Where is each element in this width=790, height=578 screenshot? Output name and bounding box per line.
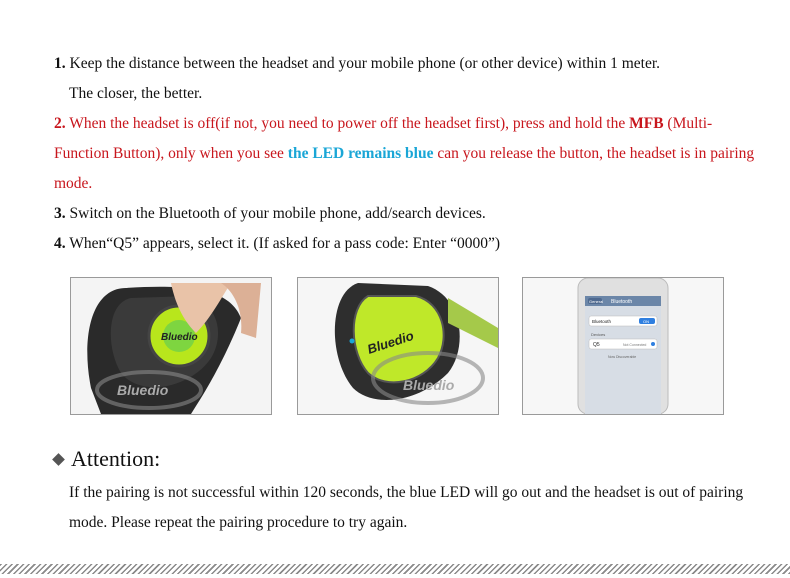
- back-button-label: General: [589, 299, 604, 304]
- footer-stripe: [0, 564, 790, 574]
- step-text: When the headset is off(if not, you need to power off the headset first), press and hold the: [69, 115, 630, 132]
- brand-label: Bluedio: [161, 332, 198, 343]
- bluetooth-toggle: ON: [643, 319, 649, 324]
- illustration-row: [70, 277, 724, 415]
- step-number: 2.: [54, 115, 66, 132]
- step-text: Keep the distance between the headset and your mobile phone (or other device) within 1 meter.: [69, 55, 661, 72]
- device-name: Q5: [593, 342, 600, 348]
- pairing-steps: [54, 49, 764, 259]
- step-text-continued: The closer, the better.: [69, 85, 203, 102]
- watermark-brand: Bluedio: [117, 382, 169, 398]
- photo-phone-bluetooth: [522, 277, 724, 415]
- photo-led-blue: [297, 277, 499, 415]
- brand-label: Bluedio: [365, 327, 416, 357]
- devices-header: Devices: [591, 332, 606, 337]
- step-4: [54, 229, 764, 259]
- attention-title: Attention:: [71, 446, 161, 471]
- led-highlight: the LED remains blue: [287, 145, 434, 162]
- step-2: [54, 109, 764, 199]
- watermark-brand: Bluedio: [403, 377, 455, 393]
- step-3: [54, 199, 764, 229]
- bluetooth-row-label: Bluetooth: [592, 319, 612, 324]
- step-text: can you release the button, the headset is in pairing mode.: [54, 145, 755, 192]
- discoverable-text: Now Discoverable: [608, 355, 637, 359]
- step-text: When“Q5” appears, select it. (If asked for a pass code: Enter “0000”): [69, 235, 501, 252]
- attention-heading: [50, 446, 160, 472]
- screen-title: Bluetooth: [611, 299, 633, 305]
- device-status: Not Connected: [623, 343, 647, 347]
- step-number: 1.: [54, 55, 66, 72]
- step-number: 3.: [54, 205, 66, 222]
- step-1: [54, 49, 764, 109]
- step-text: (Multi-Function Button), only when you see: [54, 115, 713, 162]
- step-text: Switch on the Bluetooth of your mobile phone, add/search devices.: [69, 205, 486, 222]
- step-number: 4.: [54, 235, 66, 252]
- attention-text: If the pairing is not successful within 120 seconds, the blue LED will go out and the headset is out of pairing mode. Please repeat the pairing procedure to try again.: [69, 484, 744, 531]
- photo-press-button: [70, 277, 272, 415]
- mfb-label: MFB: [629, 115, 664, 132]
- diamond-bullet-icon: [52, 453, 65, 466]
